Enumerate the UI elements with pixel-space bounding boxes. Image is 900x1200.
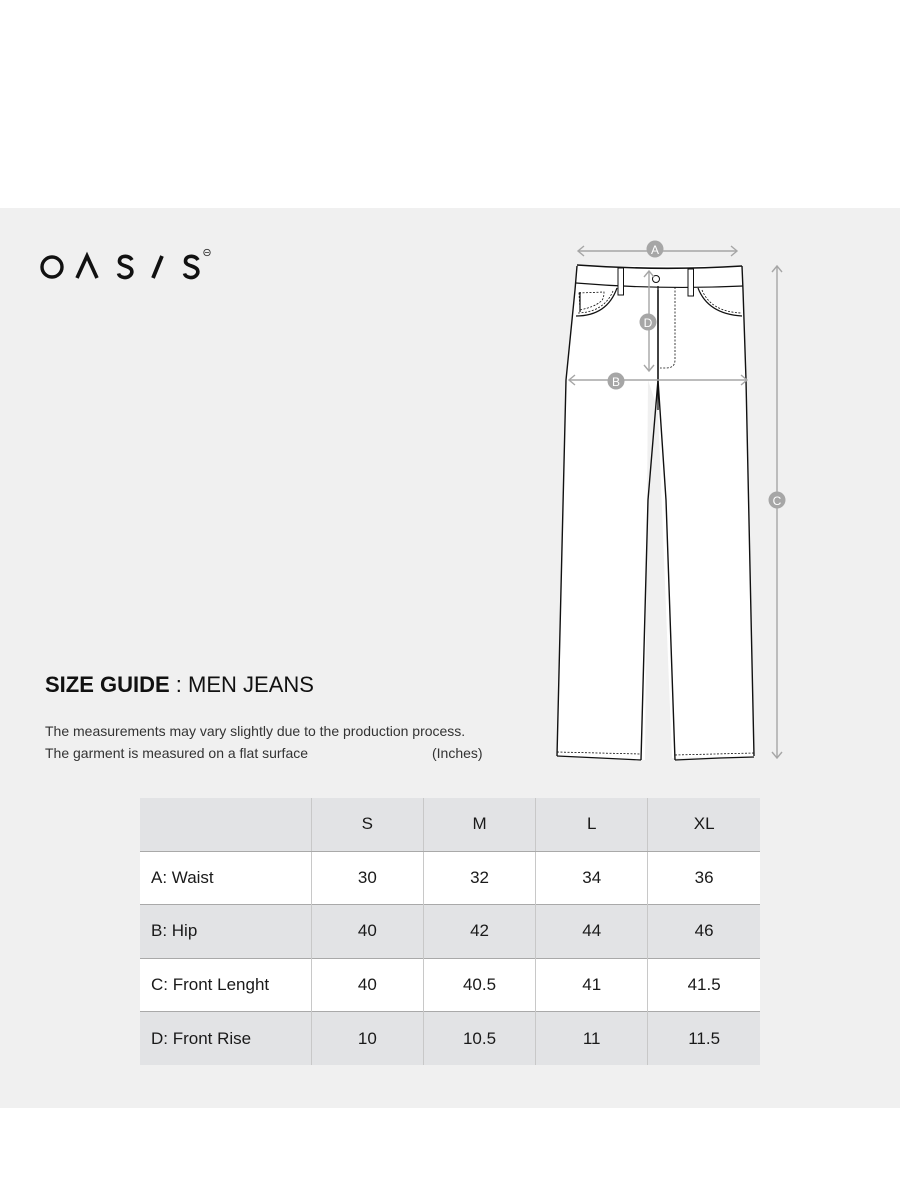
column-header-measure bbox=[140, 798, 311, 851]
table-row bbox=[140, 905, 760, 959]
table-cell: 11.5 bbox=[648, 1012, 760, 1066]
table-row bbox=[140, 1012, 760, 1066]
column-header-xl: XL bbox=[648, 798, 760, 851]
table-header-row bbox=[140, 798, 760, 851]
measurement-note: The measurements may vary slightly due to the production process. bbox=[45, 723, 466, 739]
table-cell: 46 bbox=[648, 905, 760, 959]
row-label-front-rise: D: Front Rise bbox=[140, 1012, 311, 1066]
svg-text:C: C bbox=[772, 494, 782, 508]
title-bold: SIZE GUIDE bbox=[45, 672, 170, 697]
flat-surface-note: The garment is measured on a flat surface bbox=[45, 745, 309, 761]
table-cell: 10.5 bbox=[423, 1012, 535, 1066]
table-cell: 40 bbox=[311, 905, 423, 959]
row-label-waist: A: Waist bbox=[140, 851, 311, 905]
svg-text:D: D bbox=[643, 316, 653, 330]
svg-text:A: A bbox=[650, 243, 660, 257]
table-cell: 10 bbox=[311, 1012, 423, 1066]
table-cell: 34 bbox=[536, 851, 648, 905]
row-label-front-length: C: Front Lenght bbox=[140, 958, 311, 1012]
size-table bbox=[140, 798, 760, 1065]
table-cell: 32 bbox=[423, 851, 535, 905]
jeans-outline-icon bbox=[540, 230, 810, 775]
table-cell: 36 bbox=[648, 851, 760, 905]
svg-text:B: B bbox=[611, 375, 621, 389]
column-header-l: L bbox=[536, 798, 648, 851]
title-separator: : bbox=[169, 672, 189, 697]
page-title bbox=[45, 672, 314, 698]
table-cell: 42 bbox=[423, 905, 535, 959]
table-row bbox=[140, 851, 760, 905]
row-label-hip: B: Hip bbox=[140, 905, 311, 959]
measure-c bbox=[772, 266, 782, 758]
jeans-measurement-diagram bbox=[540, 230, 810, 775]
table-cell: 41 bbox=[536, 958, 648, 1012]
table-cell: 40.5 bbox=[423, 958, 535, 1012]
column-header-m: M bbox=[423, 798, 535, 851]
table-cell: 11 bbox=[536, 1012, 648, 1066]
unit-label: (Inches) bbox=[432, 745, 483, 761]
table-cell: 41.5 bbox=[648, 958, 760, 1012]
table-cell: 44 bbox=[536, 905, 648, 959]
table-row bbox=[140, 958, 760, 1012]
title-subject: MEN JEANS bbox=[188, 672, 314, 697]
oasis-logo bbox=[40, 248, 215, 282]
oasis-wordmark-icon bbox=[40, 248, 215, 282]
table-cell: 40 bbox=[311, 958, 423, 1012]
table-cell: 30 bbox=[311, 851, 423, 905]
column-header-s: S bbox=[311, 798, 423, 851]
